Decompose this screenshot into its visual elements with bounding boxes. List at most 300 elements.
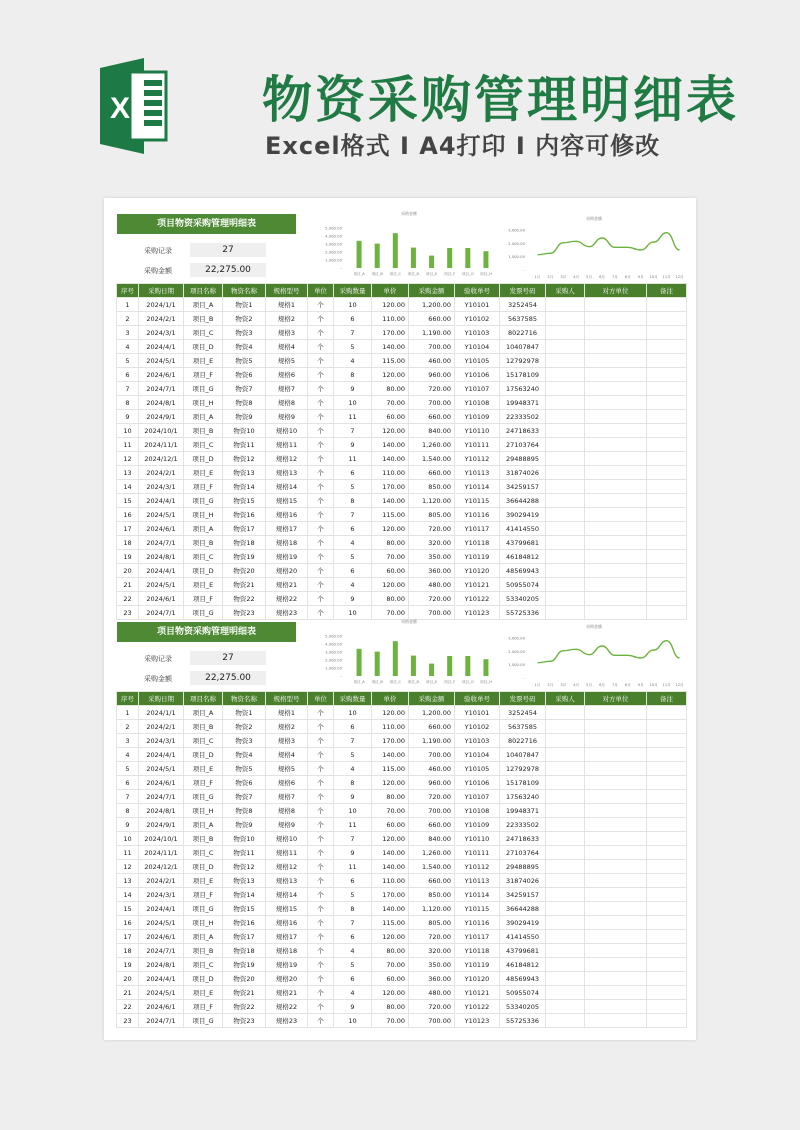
table-cell[interactable]: 规格10 bbox=[266, 832, 308, 846]
column-header[interactable]: 采购人 bbox=[546, 692, 585, 706]
table-cell[interactable]: 个 bbox=[308, 606, 334, 620]
table-cell[interactable]: 2024/5/1 bbox=[139, 762, 184, 776]
table-cell[interactable]: 2024/4/1 bbox=[139, 494, 184, 508]
table-cell[interactable] bbox=[647, 958, 687, 972]
table-cell[interactable]: Y10120 bbox=[455, 972, 500, 986]
table-cell[interactable]: 规格21 bbox=[266, 578, 308, 592]
table-cell[interactable]: 物资6 bbox=[223, 368, 266, 382]
table-cell[interactable]: 规格9 bbox=[266, 818, 308, 832]
table-cell[interactable]: 规格19 bbox=[266, 958, 308, 972]
table-cell[interactable]: Y10111 bbox=[455, 846, 500, 860]
table-cell[interactable]: 70.00 bbox=[372, 1014, 409, 1028]
table-cell[interactable] bbox=[585, 452, 647, 466]
table-cell[interactable]: 4 bbox=[334, 944, 372, 958]
table-cell[interactable] bbox=[546, 804, 585, 818]
table-cell[interactable] bbox=[647, 508, 687, 522]
table-cell[interactable] bbox=[546, 536, 585, 550]
table-cell[interactable]: 1 bbox=[117, 298, 139, 312]
table-cell[interactable]: 14 bbox=[117, 888, 139, 902]
table-cell[interactable]: 个 bbox=[308, 508, 334, 522]
table-cell[interactable]: 规格17 bbox=[266, 522, 308, 536]
table-cell[interactable]: 2024/3/1 bbox=[139, 888, 184, 902]
table-cell[interactable]: 80.00 bbox=[372, 790, 409, 804]
table-cell[interactable] bbox=[585, 508, 647, 522]
table-cell[interactable]: 17563240 bbox=[500, 790, 546, 804]
table-cell[interactable]: 320.00 bbox=[409, 536, 455, 550]
column-header[interactable]: 序号 bbox=[117, 692, 139, 706]
table-cell[interactable]: 9 bbox=[334, 382, 372, 396]
table-cell[interactable] bbox=[647, 564, 687, 578]
table-cell[interactable]: 14 bbox=[117, 480, 139, 494]
table-cell[interactable] bbox=[647, 396, 687, 410]
table-cell[interactable]: 规格11 bbox=[266, 846, 308, 860]
table-cell[interactable]: 140.00 bbox=[372, 494, 409, 508]
table-cell[interactable]: 个 bbox=[308, 958, 334, 972]
table-cell[interactable]: 2024/8/1 bbox=[139, 958, 184, 972]
table-cell[interactable]: 物资9 bbox=[223, 410, 266, 424]
column-header[interactable]: 采购数量 bbox=[334, 692, 372, 706]
table-cell[interactable]: Y10101 bbox=[455, 298, 500, 312]
table-cell[interactable]: 2024/8/1 bbox=[139, 396, 184, 410]
table-cell[interactable]: 物资9 bbox=[223, 818, 266, 832]
table-cell[interactable]: 个 bbox=[308, 930, 334, 944]
table-cell[interactable] bbox=[647, 790, 687, 804]
table-cell[interactable]: 规格22 bbox=[266, 592, 308, 606]
table-cell[interactable]: 720.00 bbox=[409, 382, 455, 396]
table-cell[interactable]: 22333502 bbox=[500, 410, 546, 424]
column-header[interactable]: 规格型号 bbox=[266, 284, 308, 298]
table-cell[interactable]: 项目_C bbox=[184, 734, 223, 748]
table-cell[interactable] bbox=[546, 312, 585, 326]
table-cell[interactable]: 10407847 bbox=[500, 748, 546, 762]
table-cell[interactable] bbox=[585, 720, 647, 734]
table-cell[interactable]: 物资2 bbox=[223, 312, 266, 326]
table-cell[interactable]: Y10121 bbox=[455, 986, 500, 1000]
table-cell[interactable]: 物资10 bbox=[223, 424, 266, 438]
table-cell[interactable]: 46184812 bbox=[500, 958, 546, 972]
table-cell[interactable]: 7 bbox=[334, 424, 372, 438]
table-cell[interactable]: 6 bbox=[334, 564, 372, 578]
table-cell[interactable]: 700.00 bbox=[409, 748, 455, 762]
table-cell[interactable]: 2024/4/1 bbox=[139, 902, 184, 916]
table-cell[interactable]: 2024/12/1 bbox=[139, 860, 184, 874]
table-cell[interactable]: 规格17 bbox=[266, 930, 308, 944]
table-cell[interactable]: 物资1 bbox=[223, 706, 266, 720]
column-header[interactable]: 单价 bbox=[372, 284, 409, 298]
table-cell[interactable]: 规格12 bbox=[266, 860, 308, 874]
table-cell[interactable] bbox=[647, 734, 687, 748]
table-cell[interactable]: 12792978 bbox=[500, 762, 546, 776]
table-cell[interactable]: 个 bbox=[308, 860, 334, 874]
table-cell[interactable]: Y10106 bbox=[455, 368, 500, 382]
column-header[interactable]: 单位 bbox=[308, 284, 334, 298]
table-cell[interactable]: 物资14 bbox=[223, 480, 266, 494]
table-cell[interactable]: 项目_F bbox=[184, 1000, 223, 1014]
table-cell[interactable]: 个 bbox=[308, 438, 334, 452]
table-cell[interactable]: 物资15 bbox=[223, 494, 266, 508]
table-cell[interactable] bbox=[647, 888, 687, 902]
table-cell[interactable]: 物资17 bbox=[223, 522, 266, 536]
table-cell[interactable]: 规格2 bbox=[266, 312, 308, 326]
table-cell[interactable]: 39029419 bbox=[500, 916, 546, 930]
table-cell[interactable]: 项目_A bbox=[184, 410, 223, 424]
table-cell[interactable]: 项目_A bbox=[184, 818, 223, 832]
table-cell[interactable]: 2024/9/1 bbox=[139, 410, 184, 424]
table-cell[interactable] bbox=[647, 804, 687, 818]
table-cell[interactable]: 规格3 bbox=[266, 326, 308, 340]
table-cell[interactable]: 140.00 bbox=[372, 340, 409, 354]
table-cell[interactable]: 5 bbox=[334, 748, 372, 762]
table-cell[interactable]: Y10111 bbox=[455, 438, 500, 452]
table-cell[interactable] bbox=[647, 748, 687, 762]
table-cell[interactable] bbox=[647, 986, 687, 1000]
table-cell[interactable]: 项目_D bbox=[184, 340, 223, 354]
table-cell[interactable]: 850.00 bbox=[409, 888, 455, 902]
table-cell[interactable]: 660.00 bbox=[409, 720, 455, 734]
table-cell[interactable] bbox=[546, 748, 585, 762]
table-cell[interactable]: 50955074 bbox=[500, 578, 546, 592]
table-cell[interactable]: 物资23 bbox=[223, 606, 266, 620]
table-cell[interactable] bbox=[546, 972, 585, 986]
column-header[interactable]: 发票号码 bbox=[500, 284, 546, 298]
table-cell[interactable]: 48569943 bbox=[500, 972, 546, 986]
table-cell[interactable]: 3 bbox=[117, 734, 139, 748]
table-cell[interactable] bbox=[546, 354, 585, 368]
table-cell[interactable] bbox=[546, 790, 585, 804]
table-cell[interactable]: 规格20 bbox=[266, 564, 308, 578]
table-cell[interactable]: Y10113 bbox=[455, 874, 500, 888]
table-cell[interactable]: 48569943 bbox=[500, 564, 546, 578]
table-cell[interactable]: 2024/3/1 bbox=[139, 326, 184, 340]
table-cell[interactable]: 个 bbox=[308, 790, 334, 804]
table-cell[interactable]: 6 bbox=[334, 720, 372, 734]
table-cell[interactable]: 2024/9/1 bbox=[139, 818, 184, 832]
table-cell[interactable]: 项目_E bbox=[184, 874, 223, 888]
table-cell[interactable]: 6 bbox=[334, 972, 372, 986]
table-cell[interactable] bbox=[585, 424, 647, 438]
table-cell[interactable]: 规格8 bbox=[266, 396, 308, 410]
table-cell[interactable]: 140.00 bbox=[372, 438, 409, 452]
table-cell[interactable]: 53340205 bbox=[500, 592, 546, 606]
table-cell[interactable]: 个 bbox=[308, 916, 334, 930]
table-cell[interactable]: 140.00 bbox=[372, 748, 409, 762]
table-cell[interactable]: 7 bbox=[334, 832, 372, 846]
table-cell[interactable]: 2024/5/1 bbox=[139, 916, 184, 930]
table-cell[interactable]: Y10121 bbox=[455, 578, 500, 592]
table-cell[interactable]: 规格20 bbox=[266, 972, 308, 986]
table-cell[interactable]: 2024/8/1 bbox=[139, 550, 184, 564]
table-cell[interactable]: 项目_H bbox=[184, 508, 223, 522]
table-cell[interactable] bbox=[546, 832, 585, 846]
table-cell[interactable]: 规格9 bbox=[266, 410, 308, 424]
table-cell[interactable]: 70.00 bbox=[372, 804, 409, 818]
table-cell[interactable] bbox=[647, 578, 687, 592]
table-cell[interactable]: 2024/11/1 bbox=[139, 846, 184, 860]
table-cell[interactable]: 物资20 bbox=[223, 972, 266, 986]
table-cell[interactable]: 700.00 bbox=[409, 1014, 455, 1028]
table-cell[interactable]: 115.00 bbox=[372, 354, 409, 368]
table-cell[interactable] bbox=[647, 438, 687, 452]
table-cell[interactable]: 11 bbox=[117, 846, 139, 860]
table-cell[interactable]: 物资7 bbox=[223, 790, 266, 804]
table-cell[interactable]: 110.00 bbox=[372, 720, 409, 734]
table-cell[interactable]: 个 bbox=[308, 706, 334, 720]
table-cell[interactable] bbox=[585, 748, 647, 762]
table-cell[interactable] bbox=[585, 874, 647, 888]
table-cell[interactable]: 23 bbox=[117, 606, 139, 620]
table-cell[interactable] bbox=[546, 888, 585, 902]
table-cell[interactable] bbox=[585, 734, 647, 748]
table-cell[interactable]: 36644288 bbox=[500, 494, 546, 508]
table-cell[interactable]: Y10118 bbox=[455, 944, 500, 958]
table-cell[interactable]: 20 bbox=[117, 972, 139, 986]
table-cell[interactable]: 2 bbox=[117, 312, 139, 326]
table-cell[interactable]: 2024/7/1 bbox=[139, 944, 184, 958]
table-cell[interactable]: 5 bbox=[334, 888, 372, 902]
table-cell[interactable]: 2024/2/1 bbox=[139, 466, 184, 480]
table-cell[interactable]: 8 bbox=[334, 776, 372, 790]
table-cell[interactable]: 1,200.00 bbox=[409, 706, 455, 720]
table-cell[interactable]: 4 bbox=[334, 762, 372, 776]
table-cell[interactable] bbox=[546, 550, 585, 564]
table-cell[interactable]: 规格3 bbox=[266, 734, 308, 748]
table-cell[interactable]: 660.00 bbox=[409, 466, 455, 480]
table-cell[interactable] bbox=[585, 550, 647, 564]
table-cell[interactable]: 1,540.00 bbox=[409, 860, 455, 874]
table-cell[interactable]: 80.00 bbox=[372, 1000, 409, 1014]
table-cell[interactable]: Y10119 bbox=[455, 550, 500, 564]
table-cell[interactable]: 2024/11/1 bbox=[139, 438, 184, 452]
table-cell[interactable]: 10 bbox=[117, 832, 139, 846]
table-cell[interactable] bbox=[585, 326, 647, 340]
table-cell[interactable]: 46184812 bbox=[500, 550, 546, 564]
table-cell[interactable]: 物资21 bbox=[223, 986, 266, 1000]
table-cell[interactable]: 个 bbox=[308, 776, 334, 790]
column-header[interactable]: 验收单号 bbox=[455, 692, 500, 706]
table-cell[interactable]: 5 bbox=[117, 354, 139, 368]
table-cell[interactable]: 项目_F bbox=[184, 888, 223, 902]
table-cell[interactable]: Y10109 bbox=[455, 410, 500, 424]
table-cell[interactable]: Y10101 bbox=[455, 706, 500, 720]
table-cell[interactable]: 24718633 bbox=[500, 424, 546, 438]
table-cell[interactable]: 700.00 bbox=[409, 804, 455, 818]
table-cell[interactable]: 8 bbox=[334, 902, 372, 916]
table-cell[interactable] bbox=[647, 706, 687, 720]
table-cell[interactable]: 规格1 bbox=[266, 706, 308, 720]
table-cell[interactable]: 个 bbox=[308, 410, 334, 424]
table-cell[interactable] bbox=[585, 762, 647, 776]
table-cell[interactable]: 规格1 bbox=[266, 298, 308, 312]
table-cell[interactable]: 840.00 bbox=[409, 832, 455, 846]
table-cell[interactable]: 项目_H bbox=[184, 396, 223, 410]
table-cell[interactable]: 12 bbox=[117, 860, 139, 874]
table-cell[interactable]: 55725336 bbox=[500, 606, 546, 620]
table-cell[interactable]: 物资16 bbox=[223, 916, 266, 930]
table-cell[interactable]: 7 bbox=[334, 508, 372, 522]
table-cell[interactable]: 170.00 bbox=[372, 480, 409, 494]
table-cell[interactable]: 10 bbox=[334, 1014, 372, 1028]
table-cell[interactable]: 2024/6/1 bbox=[139, 930, 184, 944]
table-cell[interactable]: 2024/3/1 bbox=[139, 480, 184, 494]
table-cell[interactable]: 12 bbox=[117, 452, 139, 466]
table-cell[interactable] bbox=[647, 720, 687, 734]
table-cell[interactable]: 项目_D bbox=[184, 860, 223, 874]
table-cell[interactable]: 27103764 bbox=[500, 438, 546, 452]
table-cell[interactable]: 1,190.00 bbox=[409, 734, 455, 748]
table-cell[interactable] bbox=[585, 298, 647, 312]
table-cell[interactable]: 10 bbox=[334, 606, 372, 620]
table-cell[interactable]: 个 bbox=[308, 888, 334, 902]
table-cell[interactable]: 物资22 bbox=[223, 592, 266, 606]
table-cell[interactable]: 项目_E bbox=[184, 578, 223, 592]
table-cell[interactable]: 1,120.00 bbox=[409, 494, 455, 508]
table-cell[interactable]: 物资5 bbox=[223, 354, 266, 368]
table-cell[interactable]: 10 bbox=[334, 298, 372, 312]
table-cell[interactable]: 规格6 bbox=[266, 368, 308, 382]
table-cell[interactable] bbox=[647, 592, 687, 606]
table-cell[interactable]: 项目_B bbox=[184, 424, 223, 438]
table-cell[interactable] bbox=[647, 944, 687, 958]
table-cell[interactable]: 41414550 bbox=[500, 522, 546, 536]
table-cell[interactable] bbox=[585, 902, 647, 916]
table-cell[interactable]: 110.00 bbox=[372, 874, 409, 888]
table-cell[interactable]: 个 bbox=[308, 494, 334, 508]
table-cell[interactable]: 24718633 bbox=[500, 832, 546, 846]
table-cell[interactable] bbox=[647, 1014, 687, 1028]
table-cell[interactable] bbox=[546, 762, 585, 776]
table-cell[interactable]: 2024/2/1 bbox=[139, 312, 184, 326]
table-cell[interactable] bbox=[546, 930, 585, 944]
table-cell[interactable]: 项目_G bbox=[184, 1014, 223, 1028]
table-cell[interactable]: 70.00 bbox=[372, 396, 409, 410]
table-cell[interactable]: 2024/5/1 bbox=[139, 354, 184, 368]
table-cell[interactable]: Y10104 bbox=[455, 748, 500, 762]
table-cell[interactable]: 物资8 bbox=[223, 396, 266, 410]
table-cell[interactable]: 13 bbox=[117, 874, 139, 888]
table-cell[interactable]: 物资18 bbox=[223, 536, 266, 550]
table-cell[interactable]: 物资21 bbox=[223, 578, 266, 592]
table-cell[interactable] bbox=[647, 902, 687, 916]
table-cell[interactable]: 规格16 bbox=[266, 508, 308, 522]
table-cell[interactable]: 个 bbox=[308, 874, 334, 888]
column-header[interactable]: 采购金额 bbox=[409, 692, 455, 706]
table-cell[interactable]: 7 bbox=[334, 326, 372, 340]
table-cell[interactable]: 1,260.00 bbox=[409, 846, 455, 860]
table-cell[interactable]: 3 bbox=[117, 326, 139, 340]
table-cell[interactable]: 5 bbox=[334, 340, 372, 354]
column-header[interactable]: 规格型号 bbox=[266, 692, 308, 706]
table-cell[interactable]: 1 bbox=[117, 706, 139, 720]
table-cell[interactable]: 个 bbox=[308, 564, 334, 578]
table-cell[interactable]: Y10119 bbox=[455, 958, 500, 972]
table-cell[interactable]: 项目_C bbox=[184, 958, 223, 972]
table-cell[interactable]: 80.00 bbox=[372, 536, 409, 550]
table-cell[interactable]: 120.00 bbox=[372, 986, 409, 1000]
table-cell[interactable]: 8 bbox=[117, 396, 139, 410]
table-cell[interactable]: 项目_C bbox=[184, 438, 223, 452]
table-cell[interactable] bbox=[585, 312, 647, 326]
table-cell[interactable]: 物资13 bbox=[223, 874, 266, 888]
table-cell[interactable]: Y10104 bbox=[455, 340, 500, 354]
table-cell[interactable]: 720.00 bbox=[409, 1000, 455, 1014]
table-cell[interactable]: 43799681 bbox=[500, 536, 546, 550]
column-header[interactable]: 项目名称 bbox=[184, 692, 223, 706]
table-cell[interactable]: 个 bbox=[308, 944, 334, 958]
table-cell[interactable] bbox=[546, 1000, 585, 1014]
table-cell[interactable]: Y10117 bbox=[455, 522, 500, 536]
table-cell[interactable]: 规格13 bbox=[266, 466, 308, 480]
table-cell[interactable]: 4 bbox=[334, 536, 372, 550]
table-cell[interactable] bbox=[585, 944, 647, 958]
table-cell[interactable]: 15 bbox=[117, 494, 139, 508]
table-cell[interactable] bbox=[546, 902, 585, 916]
table-cell[interactable]: 5637585 bbox=[500, 312, 546, 326]
table-cell[interactable]: 项目_E bbox=[184, 986, 223, 1000]
table-cell[interactable] bbox=[585, 438, 647, 452]
column-header[interactable]: 采购日期 bbox=[139, 692, 184, 706]
table-cell[interactable]: Y10103 bbox=[455, 734, 500, 748]
table-cell[interactable]: 5 bbox=[334, 958, 372, 972]
table-cell[interactable] bbox=[585, 340, 647, 354]
table-cell[interactable] bbox=[647, 354, 687, 368]
table-cell[interactable]: Y10123 bbox=[455, 1014, 500, 1028]
table-cell[interactable] bbox=[546, 1014, 585, 1028]
table-cell[interactable]: 物资6 bbox=[223, 776, 266, 790]
table-cell[interactable]: 物资12 bbox=[223, 860, 266, 874]
table-cell[interactable]: 规格22 bbox=[266, 1000, 308, 1014]
table-cell[interactable]: Y10103 bbox=[455, 326, 500, 340]
table-cell[interactable]: 2024/7/1 bbox=[139, 1014, 184, 1028]
table-cell[interactable]: 4 bbox=[117, 748, 139, 762]
table-cell[interactable]: 规格13 bbox=[266, 874, 308, 888]
table-cell[interactable]: 项目_D bbox=[184, 972, 223, 986]
table-cell[interactable]: Y10123 bbox=[455, 606, 500, 620]
table-cell[interactable] bbox=[647, 874, 687, 888]
table-cell[interactable]: 2024/1/1 bbox=[139, 706, 184, 720]
table-cell[interactable] bbox=[647, 536, 687, 550]
table-cell[interactable]: 规格23 bbox=[266, 606, 308, 620]
table-cell[interactable] bbox=[585, 410, 647, 424]
table-cell[interactable] bbox=[647, 818, 687, 832]
table-cell[interactable] bbox=[585, 986, 647, 1000]
table-cell[interactable]: 个 bbox=[308, 734, 334, 748]
table-cell[interactable]: 170.00 bbox=[372, 888, 409, 902]
table-cell[interactable]: 7 bbox=[334, 916, 372, 930]
table-cell[interactable]: 720.00 bbox=[409, 592, 455, 606]
table-cell[interactable] bbox=[647, 410, 687, 424]
table-cell[interactable]: 19 bbox=[117, 958, 139, 972]
table-cell[interactable]: 2024/10/1 bbox=[139, 832, 184, 846]
table-cell[interactable]: 规格4 bbox=[266, 340, 308, 354]
table-cell[interactable]: 5637585 bbox=[500, 720, 546, 734]
table-cell[interactable]: 2024/7/1 bbox=[139, 606, 184, 620]
table-cell[interactable]: Y10115 bbox=[455, 902, 500, 916]
table-cell[interactable] bbox=[585, 382, 647, 396]
table-cell[interactable]: 规格8 bbox=[266, 804, 308, 818]
table-cell[interactable]: 15178109 bbox=[500, 776, 546, 790]
table-cell[interactable] bbox=[546, 480, 585, 494]
table-cell[interactable]: 物资19 bbox=[223, 550, 266, 564]
table-cell[interactable]: 60.00 bbox=[372, 818, 409, 832]
table-cell[interactable]: 物资11 bbox=[223, 438, 266, 452]
table-cell[interactable]: 个 bbox=[308, 424, 334, 438]
table-cell[interactable]: 9 bbox=[334, 1000, 372, 1014]
table-cell[interactable] bbox=[546, 326, 585, 340]
table-cell[interactable] bbox=[647, 550, 687, 564]
table-cell[interactable]: 480.00 bbox=[409, 986, 455, 1000]
table-cell[interactable]: 840.00 bbox=[409, 424, 455, 438]
table-cell[interactable]: 70.00 bbox=[372, 606, 409, 620]
